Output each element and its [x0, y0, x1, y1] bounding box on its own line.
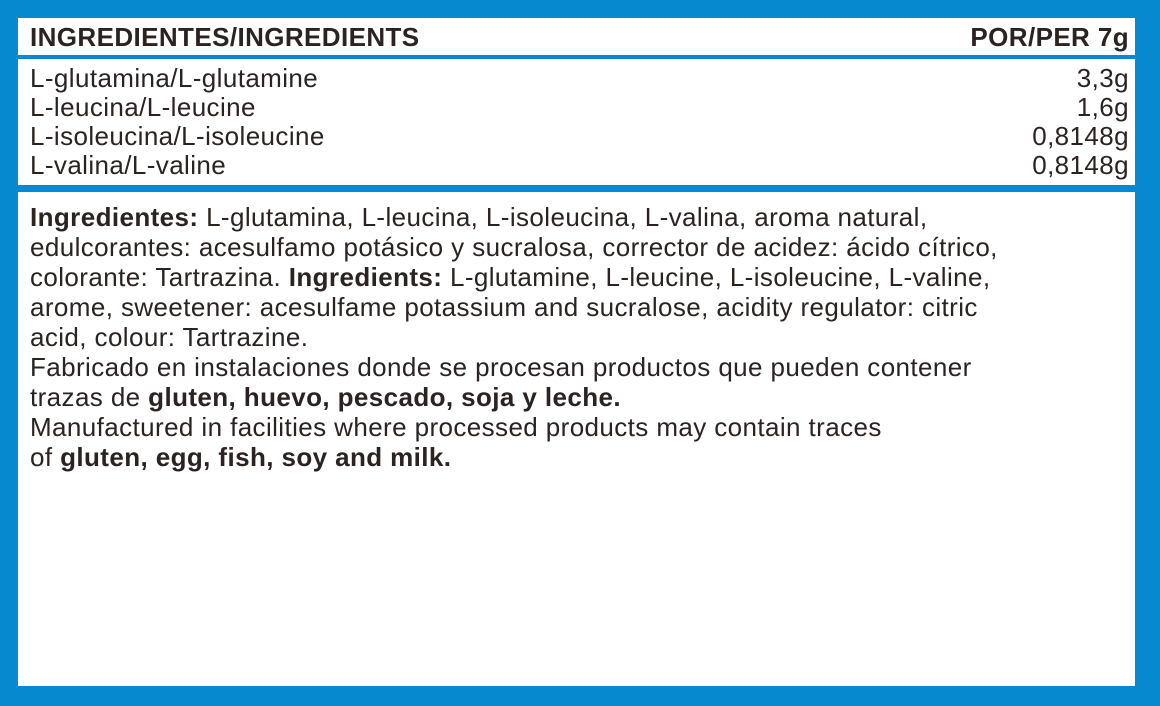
paragraph-line: [30, 352, 1129, 382]
divider-thick: [18, 185, 1135, 192]
text-segment: Manufactured in facilities where processed products may contain traces: [30, 412, 882, 442]
text-segment: L-glutamine, L-leucine, L-isoleucine, L-valine,: [442, 262, 991, 292]
header-title: INGREDIENTES/INGREDIENTS: [30, 22, 420, 52]
ingredients-paragraph: [18, 192, 1135, 472]
nutrient-name: L-valina/L-valine: [30, 150, 227, 180]
text-segment: trazas de: [30, 382, 149, 412]
text-segment: gluten, egg, fish, soy and milk.: [60, 442, 452, 472]
nutrient-value: 1,6g: [1076, 92, 1129, 122]
paragraph-line: [30, 292, 1129, 322]
paragraph-line: [30, 232, 1129, 262]
nutrient-row: [30, 151, 1129, 180]
nutrient-row: [30, 93, 1129, 122]
nutrient-value: 0,8148g: [1032, 150, 1129, 180]
header-serving-size: POR/PER 7g: [970, 22, 1129, 52]
nutrient-table: [18, 59, 1135, 185]
text-segment: gluten, huevo, pescado, soja y leche.: [148, 382, 621, 412]
text-segment: of: [30, 442, 61, 472]
text-segment: colorante: Tartrazina.: [30, 262, 289, 292]
text-segment: Ingredientes:: [30, 202, 199, 232]
text-segment: edulcorantes: acesulfamo potásico y sucralosa, corrector de acidez: ácido cítrico,: [30, 232, 998, 262]
nutrient-name: L-isoleucina/L-isoleucine: [30, 121, 325, 151]
text-segment: arome, sweetener: acesulfame potassium and sucralose, acidity regulator: citric: [30, 292, 978, 322]
nutrient-name: L-glutamina/L-glutamine: [30, 63, 319, 93]
nutrient-value: 0,8148g: [1032, 121, 1129, 151]
paragraph-line: [30, 322, 1129, 352]
nutrient-row: [30, 122, 1129, 151]
text-segment: Fabricado en instalaciones donde se procesan productos que pueden contener: [30, 352, 972, 382]
paragraph-line: [30, 442, 1129, 472]
nutrient-name: L-leucina/L-leucine: [30, 92, 256, 122]
paragraph-line: [30, 382, 1129, 412]
text-segment: L-glutamina, L-leucina, L-isoleucina, L-valina, aroma natural,: [198, 202, 928, 232]
paragraph-line: [30, 262, 1129, 292]
nutrient-value: 3,3g: [1076, 63, 1129, 93]
text-segment: acid, colour: Tartrazine.: [30, 322, 309, 352]
paragraph-line: [30, 202, 1129, 232]
paragraph-line: [30, 412, 1129, 442]
text-segment: Ingredients:: [288, 262, 443, 292]
label-header: [18, 18, 1135, 55]
nutrient-row: [30, 64, 1129, 93]
